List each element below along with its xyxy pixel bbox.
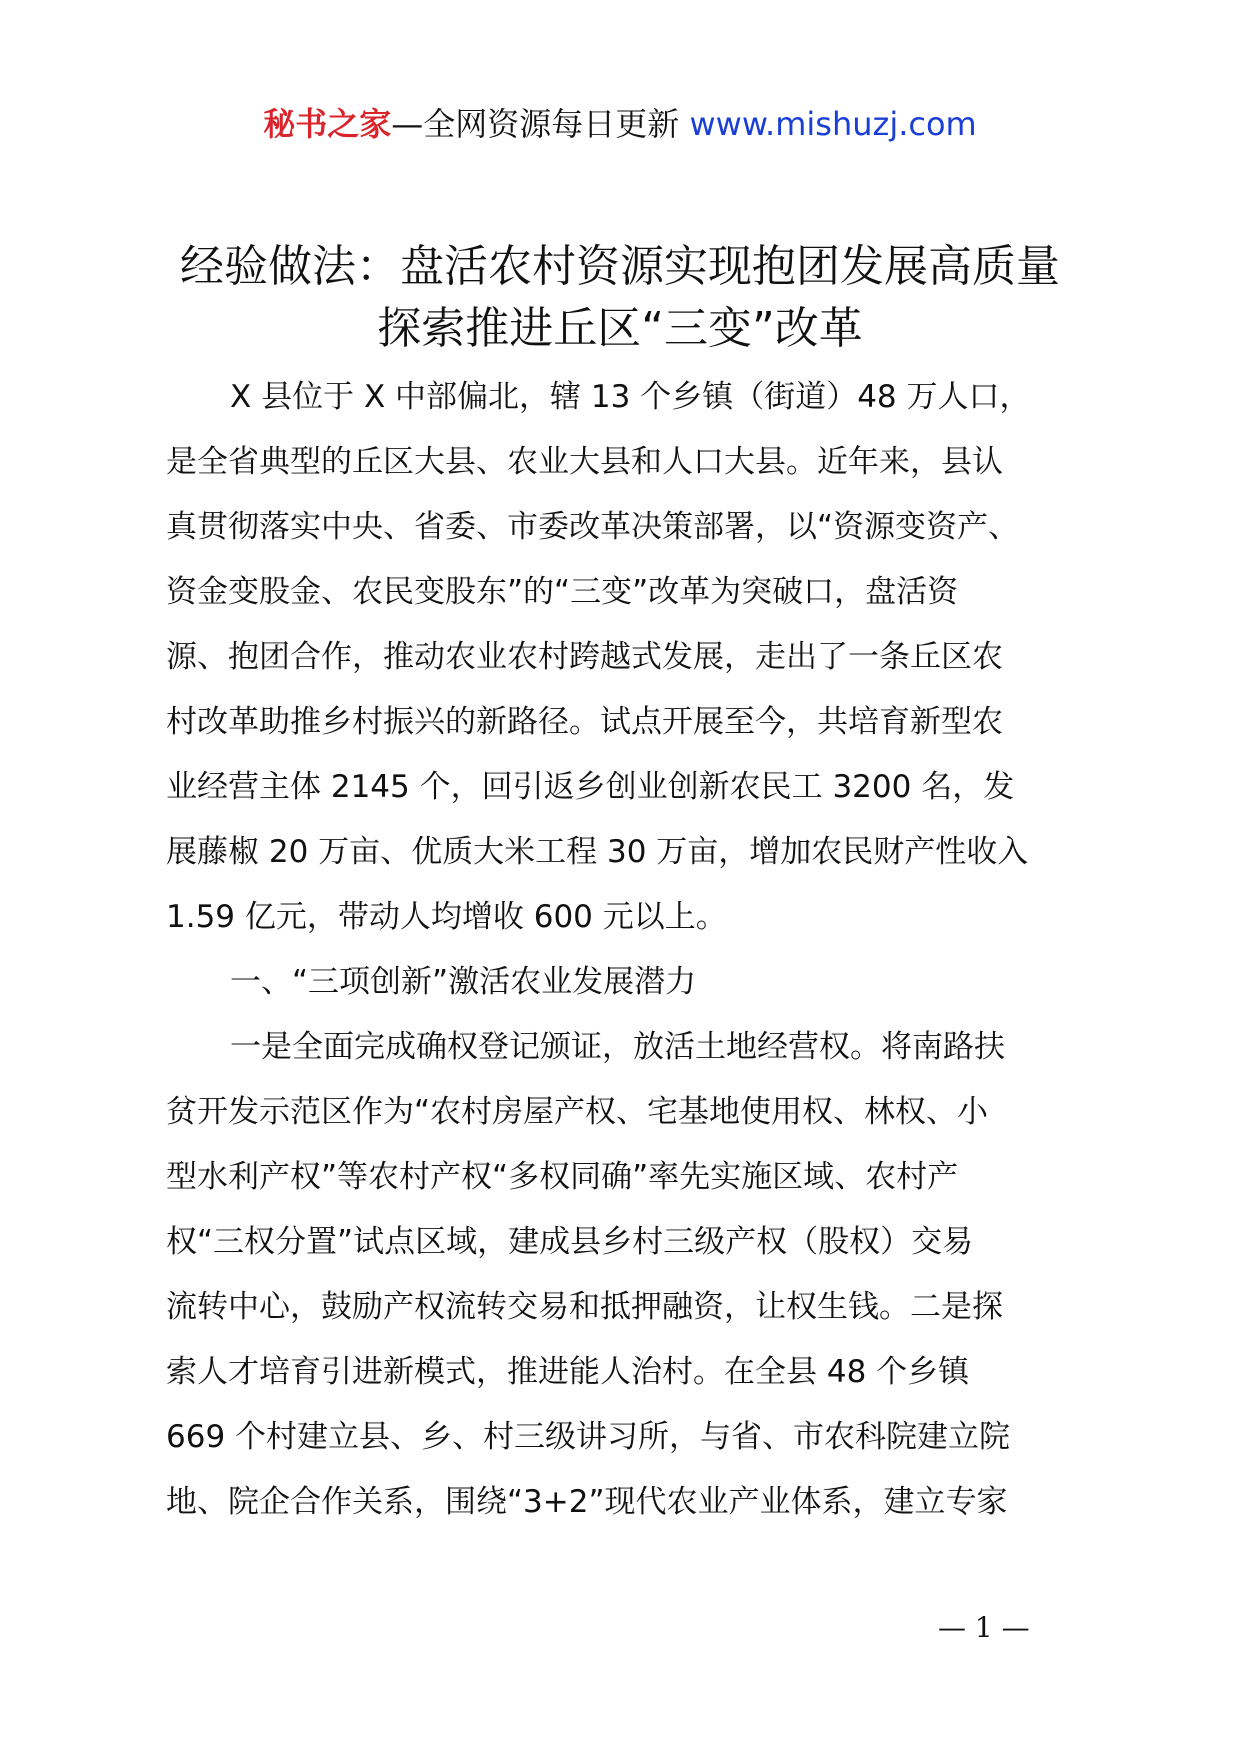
paragraph-line: 索人才培育引进新模式，推进能人治村。在全县 48 个乡镇 (166, 1354, 970, 1390)
site-url-link[interactable]: www.mishuzj.com (689, 105, 977, 143)
paragraph-line: 669 个村建立县、乡、村三级讲习所，与省、市农科院建立院 (166, 1419, 1011, 1455)
header-tagline: —全网资源每日更新 (391, 105, 680, 143)
paragraph-line: 是全省典型的丘区大县、农业大县和人口大县。近年来，县认 (166, 444, 1003, 480)
paragraph-line: 源、抱团合作，推动农业农村跨越式发展，走出了一条丘区农 (166, 639, 1003, 675)
paragraph-line: 型水利产权”等农村产权“多权同确”率先实施区域、农村产 (166, 1159, 959, 1195)
section-heading: 一、“三项创新”激活农业发展潜力 (230, 964, 697, 1000)
paragraph-line: 业经营主体 2145 个，回引返乡创业创新农民工 3200 名，发 (166, 769, 1015, 805)
paragraph-line: X 县位于 X 中部偏北，辖 13 个乡镇（街道）48 万人口， (230, 379, 1031, 415)
brand-name: 秘书之家 (263, 105, 392, 143)
paragraph-line: 资金变股金、农民变股东”的“三变”改革为突破口，盘活资 (166, 574, 959, 610)
paragraph-line: 村改革助推乡村振兴的新路径。试点开展至今，共培育新型农 (166, 704, 1003, 740)
paragraph-line: 流转中心，鼓励产权流转交易和抵押融资，让权生钱。二是探 (166, 1289, 1003, 1325)
paragraph-line: 贫开发示范区作为“农村房屋产权、宅基地使用权、林权、小 (166, 1094, 989, 1130)
paragraph-line: 展藤椒 20 万亩、优质大米工程 30 万亩，增加农民财产性收入 (166, 834, 1029, 870)
paragraph-line: 地、院企合作关系，围绕“3+2”现代农业产业体系，建立专家 (166, 1484, 1008, 1520)
title-line: 经验做法：盘活农村资源实现抱团发展高质量 (180, 241, 1060, 292)
paragraph-line: 1.59 亿元，带动人均增收 600 元以上。 (166, 899, 727, 935)
paragraph-line: 一是全面完成确权登记颁证，放活土地经营权。将南路扶 (230, 1029, 1005, 1065)
document-body (166, 365, 1116, 1535)
paragraph-line: 真贯彻落实中央、省委、市委改革决策部署，以“资源变资产、 (166, 509, 1020, 545)
page-number: — 1 — (938, 1611, 1030, 1644)
title-line: 探索推进丘区“三变”改革 (377, 303, 863, 354)
paragraph-line: 权“三权分置”试点区域，建成县乡村三级产权（股权）交易 (166, 1224, 974, 1260)
site-header (0, 100, 1240, 148)
document-title (120, 236, 1120, 360)
